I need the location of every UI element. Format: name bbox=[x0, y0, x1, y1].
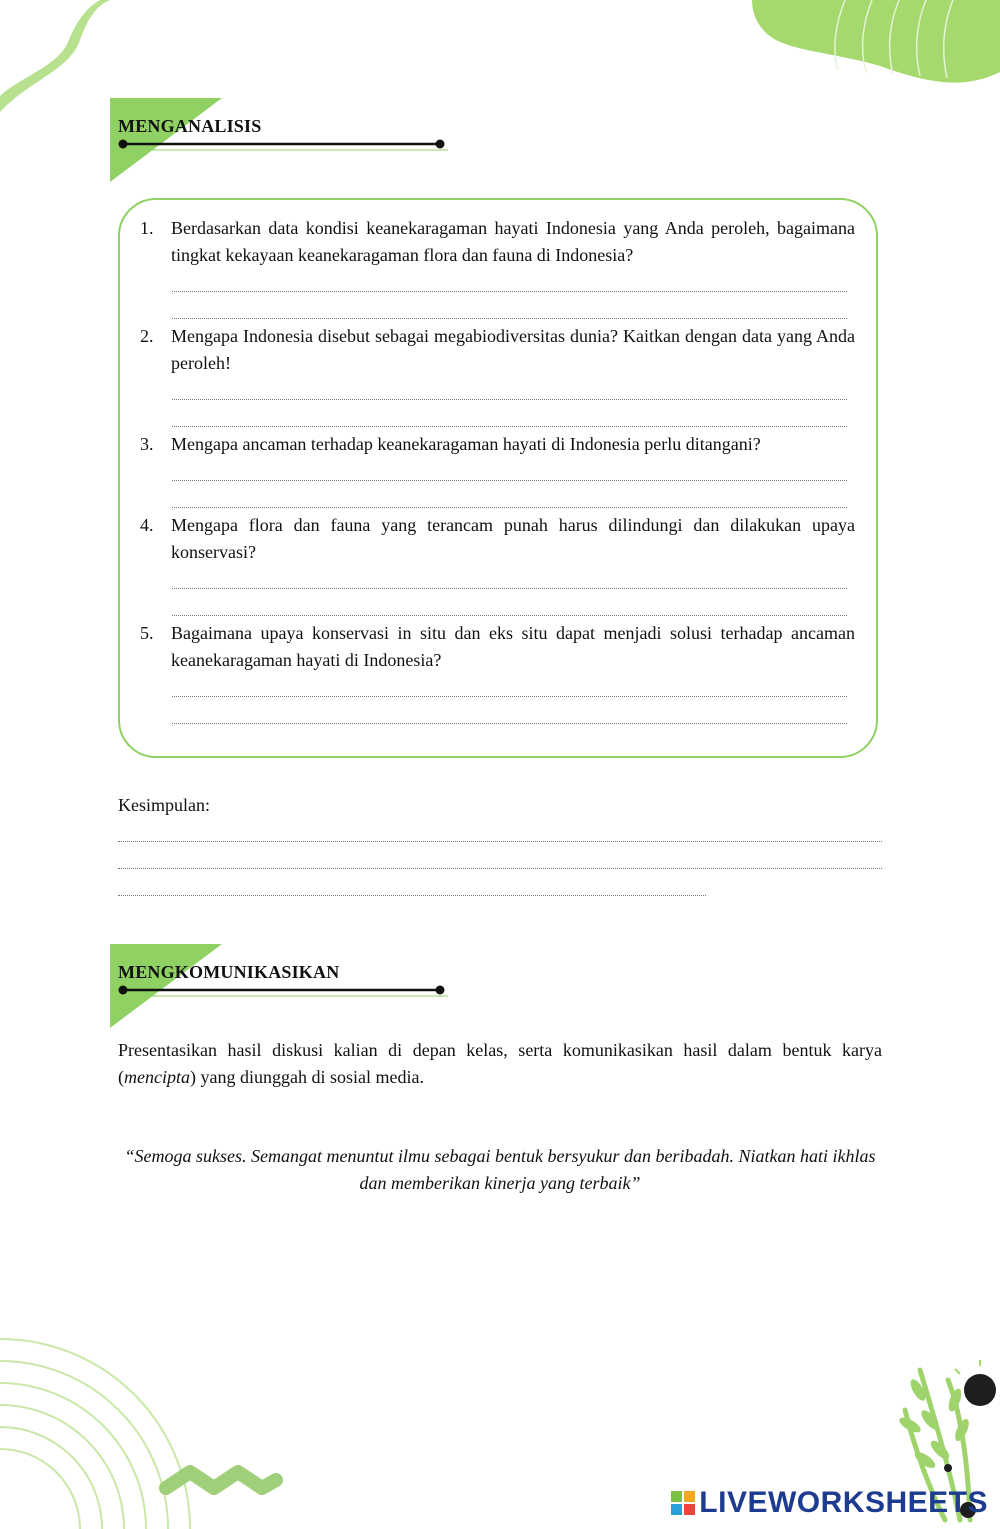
question-5 bbox=[140, 620, 855, 674]
conclusion-line[interactable] bbox=[118, 868, 882, 869]
question-number: 4. bbox=[140, 515, 154, 535]
question-text: Mengapa ancaman terhadap keanekaragaman hayati di Indonesia perlu ditangani? bbox=[171, 434, 761, 454]
question-1 bbox=[140, 215, 855, 269]
question-text: Mengapa Indonesia disebut sebagai megabiodiversitas dunia? Kaitkan dengan data yang Anda peroleh! bbox=[171, 326, 855, 373]
answer-line[interactable] bbox=[172, 507, 847, 508]
section-header-analyze bbox=[110, 98, 450, 188]
question-number: 1. bbox=[140, 218, 154, 238]
instruction-text: Presentasikan hasil diskusi kalian di depan kelas, serta komunikasikan hasil dalam bentuk karya ( bbox=[118, 1040, 882, 1087]
question-number: 2. bbox=[140, 326, 154, 346]
question-4 bbox=[140, 512, 855, 566]
header-underline bbox=[118, 136, 448, 152]
closing-quote: “Semoga sukses. Semangat menuntut ilmu sebagai bentuk bersyukur dan beribadah. Niatkan hati ikhlas dan memberikan kinerja yang terbaik” bbox=[124, 1146, 876, 1193]
section-title-communicate: MENGKOMUNIKASIKAN bbox=[118, 962, 340, 982]
header-underline bbox=[118, 982, 448, 998]
answer-line[interactable] bbox=[172, 318, 847, 319]
question-number: 5. bbox=[140, 623, 154, 643]
liveworksheets-mark-icon bbox=[671, 1491, 695, 1515]
question-number: 3. bbox=[140, 434, 154, 454]
answer-line[interactable] bbox=[172, 696, 847, 697]
answer-line[interactable] bbox=[172, 480, 847, 481]
question-text: Bagaimana upaya konservasi in situ dan eks situ dapat menjadi solusi terhadap ancaman keanekaragaman hayati di Indonesia? bbox=[171, 623, 855, 670]
answer-line[interactable] bbox=[172, 588, 847, 589]
question-3 bbox=[140, 431, 855, 458]
conclusion-line[interactable] bbox=[118, 895, 706, 896]
instruction-text-end: ) yang diunggah di sosial media. bbox=[189, 1067, 424, 1087]
instruction-italic-term: mencipta bbox=[124, 1067, 190, 1087]
conclusion-line[interactable] bbox=[118, 841, 882, 842]
answer-line[interactable] bbox=[172, 399, 847, 400]
liveworksheets-logo bbox=[671, 1483, 988, 1523]
question-text: Mengapa flora dan fauna yang terancam punah harus dilindungi dan dilakukan upaya konservasi? bbox=[171, 515, 855, 562]
brand-name: LIVEWORKSHEETS bbox=[699, 1486, 988, 1519]
communicate-instruction bbox=[118, 1037, 882, 1091]
section-title-analyze: MENGANALISIS bbox=[118, 116, 262, 136]
section-header-communicate bbox=[110, 944, 450, 1034]
conclusion-label: Kesimpulan: bbox=[118, 795, 210, 815]
questions-box bbox=[118, 198, 878, 758]
answer-line[interactable] bbox=[172, 723, 847, 724]
question-text: Berdasarkan data kondisi keanekaragaman hayati Indonesia yang Anda peroleh, bagaimana tingkat kekayaan keanekaragaman flora dan fauna di Indonesia? bbox=[171, 218, 855, 265]
answer-line[interactable] bbox=[172, 426, 847, 427]
answer-line[interactable] bbox=[172, 615, 847, 616]
question-2 bbox=[140, 323, 855, 377]
answer-line[interactable] bbox=[172, 291, 847, 292]
